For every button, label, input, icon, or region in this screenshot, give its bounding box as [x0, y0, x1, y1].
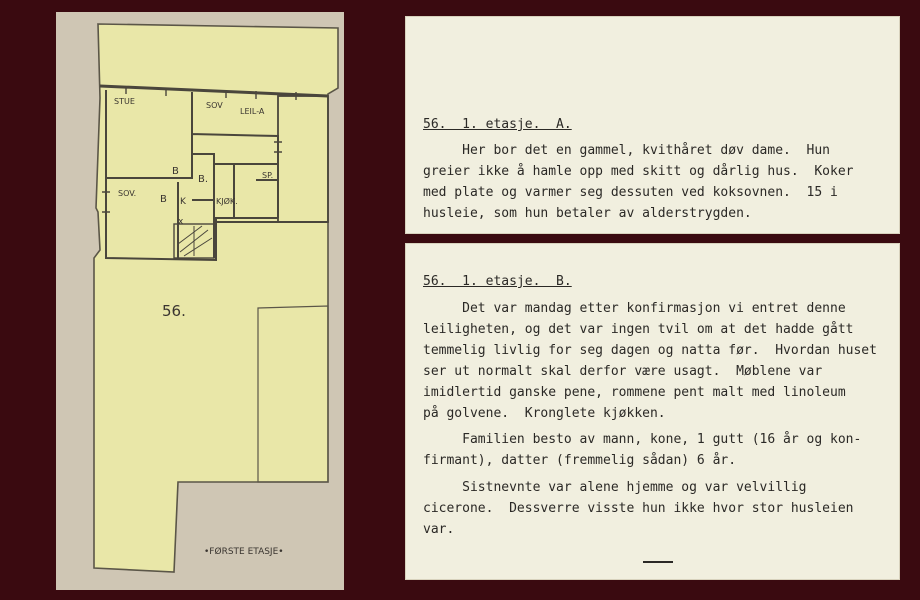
room-label-b-2: B. — [198, 174, 209, 185]
card-b-p3-line-2: cicerone. Dessverre visste hun ikke hvor stor husleien — [423, 501, 854, 516]
card-a-line-4: husleie, som hun betaler av alderstrygden. — [423, 206, 752, 221]
description-card-a — [405, 16, 900, 234]
room-label-sp: SP. — [262, 171, 274, 180]
room-label-sov-2: SOV. — [118, 189, 137, 198]
floorplan-panel — [56, 12, 344, 590]
floor-caption: •FØRSTE ETASJE• — [204, 547, 284, 557]
room-label-b-1: B — [172, 166, 179, 177]
card-a-line-2: greier ikke å hamle opp med skitt og dårlig hus. Koker — [423, 164, 854, 179]
card-b-p3-line-3: var. — [423, 522, 455, 537]
card-b-p1-line-3: temmelig livlig for seg dagen og natta før. Hvordan huset — [423, 343, 877, 358]
card-b-p1-line-6: på golvene. Kronglete kjøkken. — [423, 406, 666, 421]
end-dash — [643, 561, 673, 563]
description-card-b — [405, 243, 900, 580]
card-b-p1-line-4: ser ut normalt skal derfor være usagt. Møblene var — [423, 364, 823, 379]
room-label-x: x — [178, 217, 184, 227]
card-b-heading: 56. 1. etasje. B. — [423, 274, 572, 289]
card-b-p1-line-5: imidlertid ganske pene, rommene pent malt med linoleum — [423, 385, 846, 400]
room-label-b-3: B — [160, 194, 167, 205]
card-b-p2-line-1: Familien besto av mann, kone, 1 gutt (16 år og kon- — [423, 432, 862, 447]
room-label-kjok: KJØK. — [216, 197, 238, 206]
card-b-p1-line-2: leiligheten, og det var ingen tvil om at det hadde gått — [423, 322, 854, 337]
room-label-sov-1: SOV — [206, 101, 223, 110]
room-label-k: K — [180, 197, 186, 207]
card-b-p3-line-1: Sistnevnte var alene hjemme og var velvillig — [423, 480, 807, 495]
card-b-p1-line-1: Det var mandag etter konfirmasjon vi entret denne — [423, 301, 846, 316]
room-label-leil-a: LEIL-A — [240, 107, 265, 116]
card-a-heading: 56. 1. etasje. A. — [423, 117, 572, 132]
room-label-stue: STUE — [114, 97, 135, 106]
card-b-p2-line-2: firmant), datter (fremmelig sådan) 6 år. — [423, 453, 737, 468]
card-a-line-3: med plate og varmer seg dessuten ved koksovnen. 15 i — [423, 185, 838, 200]
card-a-line-1: Her bor det en gammel, kvithåret døv dame. Hun — [423, 143, 830, 158]
floorplan-drawing — [56, 12, 344, 590]
building-number-label: 56. — [162, 302, 186, 320]
